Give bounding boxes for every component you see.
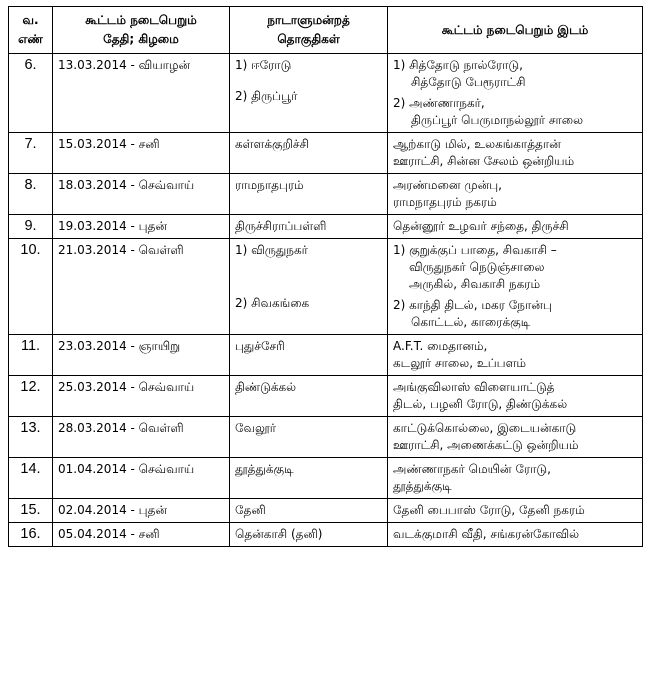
header-date: கூட்டம் நடைபெறும் தேதி; கிழமை [53,7,230,54]
meeting-date-day: 02.04.2014 - புதன் [53,499,230,523]
header-venue: கூட்டம் நடைபெறும் இடம் [388,7,643,54]
venue-line: A.F.T. மைதானம், [393,339,488,353]
constituency-name: புதுச்சேரி [235,339,285,353]
venue-line: தேனி பைபாஸ் ரோடு, தேனி நகரம் [393,503,585,517]
table-row [9,174,643,215]
constituency-name: திண்டுக்கல் [235,380,297,394]
venue-line: திடல், பழனி ரோடு, திண்டுக்கல் [393,397,568,411]
serial-number: 8. [9,174,53,215]
constituency-name: தென்காசி (தனி) [235,527,323,541]
venue-line: 2) அண்ணாநகர், [393,96,485,110]
venue-line: 1) குறுக்குப் பாதை, சிவகாசி – [393,243,557,257]
venue-cell [388,376,643,417]
constituency-cell [230,215,388,239]
venue-entry [393,420,637,454]
table-row [9,335,643,376]
venue-entry [393,338,637,372]
schedule-table [8,6,643,547]
venue-line: 1) சித்தோடு நால்ரோடு, [393,58,523,72]
serial-number: 10. [9,239,53,335]
constituency-name: கள்ளக்குறிச்சி [235,137,309,151]
venue-entry [393,502,637,519]
serial-number: 11. [9,335,53,376]
table-row [9,54,643,133]
venue-cell [388,215,643,239]
meeting-date-day: 05.04.2014 - சனி [53,523,230,547]
venue-line: ராமநாதபுரம் நகரம் [393,195,497,209]
venue-line: கொட்டல், காரைக்குடி [411,315,531,329]
venue-entry [393,461,637,495]
table-row [9,417,643,458]
header-constituency: நாடாளுமன்றத் தொகுதிகள் [230,7,388,54]
venue-line: விருதுநகர் நெடுஞ்சாலை [409,260,545,274]
venue-entry [393,242,637,293]
serial-number: 13. [9,417,53,458]
venue-line: கடலூர் சாலை, உப்பளம் [393,356,527,370]
meeting-date-day: 01.04.2014 - செவ்வாய் [53,458,230,499]
header-row [9,7,643,54]
venue-entry [393,379,637,413]
table-row [9,133,643,174]
meeting-date-day: 15.03.2014 - சனி [53,133,230,174]
venue-entry [393,218,637,235]
serial-number: 9. [9,215,53,239]
table-row [9,239,643,335]
constituency-cell [230,239,388,335]
meeting-date-day: 21.03.2014 - வெள்ளி [53,239,230,335]
constituency-name: 1) ஈரோடு [235,58,292,72]
venue-cell [388,523,643,547]
constituency-cell [230,335,388,376]
venue-line: அருகில், சிவகாசி நகரம் [409,277,541,291]
serial-number: 16. [9,523,53,547]
header-serial-number: வ. எண் [9,7,53,54]
meeting-date-day: 19.03.2014 - புதன் [53,215,230,239]
venue-cell [388,335,643,376]
venue-line: ஊராட்சி, சின்ன சேலம் ஒன்றியம் [393,154,575,168]
venue-entry [393,57,637,91]
table-row [9,499,643,523]
venue-line: காட்டுக்கொல்லை, இடையன்காடு [393,421,577,435]
serial-number: 15. [9,499,53,523]
venue-line: அரண்மனை முன்பு, [393,178,502,192]
meeting-date-day: 28.03.2014 - வெள்ளி [53,417,230,458]
constituency-name: தேனி [235,503,266,517]
venue-entry [393,177,637,211]
serial-number: 12. [9,376,53,417]
venue-line: ஊராட்சி, அணைக்கட்டு ஒன்றியம் [393,438,579,452]
venue-line: அங்குவிலாஸ் விளையாட்டுத் [393,380,555,394]
constituency-cell [230,499,388,523]
venue-line: தூத்துக்குடி [393,479,452,493]
table-row [9,523,643,547]
serial-number: 7. [9,133,53,174]
constituency-name: 1) விருதுநகர் [235,243,308,257]
venue-cell [388,174,643,215]
meeting-date-day: 25.03.2014 - செவ்வாய் [53,376,230,417]
venue-line: சித்தோடு பேரூராட்சி [411,75,526,89]
constituency-cell [230,376,388,417]
table-row [9,458,643,499]
venue-entry [393,136,637,170]
serial-number: 6. [9,54,53,133]
constituency-cell [230,417,388,458]
venue-cell [388,54,643,133]
constituency-name: வேலூர் [235,421,276,435]
constituency-cell [230,174,388,215]
constituency-name: 2) சிவகங்கை [235,296,310,310]
venue-line: ஆற்காடு மில், உலகங்காத்தான் [393,137,561,151]
constituency-cell [230,133,388,174]
constituency-name: தூத்துக்குடி [235,462,294,476]
constituency-cell [230,54,388,133]
table-row [9,215,643,239]
constituency-name: ராமநாதபுரம் [235,178,304,192]
venue-cell [388,458,643,499]
table-row [9,376,643,417]
venue-entry [393,297,637,331]
venue-line: அண்ணாநகர் மெயின் ரோடு, [393,462,551,476]
constituency-name: திருச்சிராப்பள்ளி [235,219,327,233]
venue-line: தென்னூர் உழவர் சந்தை, திருச்சி [393,219,569,233]
venue-cell [388,133,643,174]
venue-cell [388,417,643,458]
meeting-date-day: 13.03.2014 - வியாழன் [53,54,230,133]
venue-line: 2) காந்தி திடல், மகர நோன்பு [393,298,552,312]
serial-number: 14. [9,458,53,499]
meeting-date-day: 23.03.2014 - ஞாயிறு [53,335,230,376]
venue-cell [388,499,643,523]
venue-cell [388,239,643,335]
constituency-cell [230,523,388,547]
meeting-date-day: 18.03.2014 - செவ்வாய் [53,174,230,215]
constituency-name: 2) திருப்பூர் [235,89,298,103]
venue-entry [393,95,637,129]
constituency-cell [230,458,388,499]
venue-line: வடக்குமாசி வீதி, சங்கரன்கோவில் [393,527,580,541]
venue-line: திருப்பூர் பெருமாநல்லூர் சாலை [411,113,584,127]
venue-entry [393,526,637,543]
